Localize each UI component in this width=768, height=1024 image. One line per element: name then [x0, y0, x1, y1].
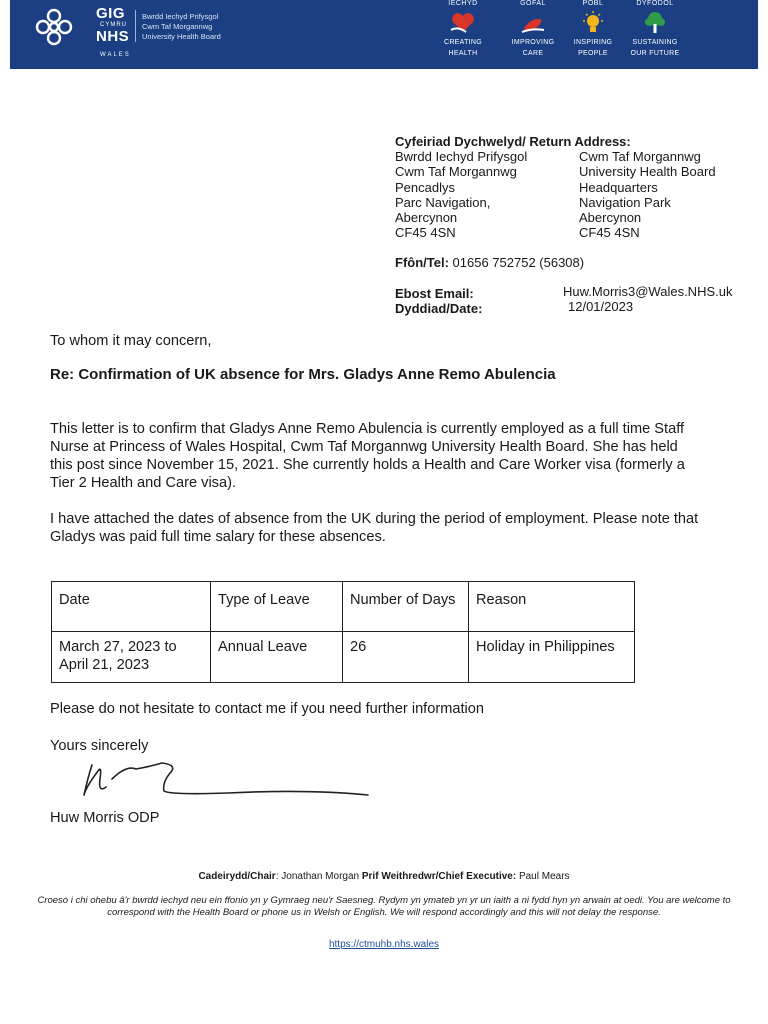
- value-sustaining-future: [627, 0, 683, 58]
- address-welsh-column: [395, 149, 527, 240]
- language-notice-english: You are welcome to correspond with the Health Board or phone us in Welsh or English. We will respond accordingly and this will not delay the response.: [107, 895, 731, 918]
- address-line: Cwm Taf Morgannwg: [579, 149, 701, 165]
- telephone-label: Ffôn/Tel:: [395, 255, 449, 270]
- values-strip: [435, 0, 765, 60]
- letter-date: 12/01/2023: [568, 299, 634, 314]
- address-line: University Health Board: [579, 164, 716, 180]
- handwritten-signature: [78, 757, 378, 807]
- value-english-label-2: PEOPLE: [578, 50, 608, 57]
- value-english-label-1: CREATING: [443, 39, 483, 46]
- nhs-wales-logo-icon: [32, 5, 76, 49]
- board-name-welsh-2: Cwm Taf Morgannwg: [142, 22, 213, 31]
- logo-gig-text: GIG: [96, 5, 126, 22]
- cell-date: March 27, 2023 to April 21, 2023: [52, 632, 211, 683]
- subject-line: Re: Confirmation of UK absence for Mrs. Gladys Anne Remo Abulencia: [50, 366, 556, 383]
- health-board-name: [142, 12, 221, 42]
- address-line: Bwrdd Iechyd Prifysgol: [395, 149, 528, 165]
- value-inspiring-people: [565, 0, 621, 58]
- email-label: Ebost Email:: [395, 286, 474, 301]
- signer-name: Huw Morris ODP: [50, 810, 160, 826]
- language-notice-welsh: Croeso i chi ohebu â'r bwrdd iechyd neu ein ffonio yn y Gymraeg neu'r Saesneg. Rydym yn ymateb yn yr un iaith a ni fydd hyn yn arwain at oedi.: [37, 895, 645, 906]
- logo-divider: [135, 10, 136, 42]
- email-address: Huw.Morris3@Wales.NHS.uk: [563, 284, 733, 299]
- value-english-label-1: SUSTAINING: [632, 39, 678, 46]
- return-address-heading: Cyfeiriad Dychwelyd/ Return Address:: [395, 134, 631, 149]
- column-header-type: Type of Leave: [211, 582, 343, 632]
- paragraph-absence: I have attached the dates of absence from the UK during the period of employment. Please note that Gladys was paid full time salary for these absences.: [50, 511, 699, 545]
- cell-reason: Holiday in Philippines: [469, 632, 635, 683]
- value-english-label-1: INSPIRING: [573, 39, 613, 46]
- website-link[interactable]: https://ctmuhb.nhs.wales: [328, 939, 440, 950]
- address-line: Headquarters: [579, 179, 658, 195]
- contact-invitation: Please do not hesitate to contact me if you need further information: [50, 701, 485, 717]
- table-row: [52, 632, 635, 683]
- footer-website: [0, 939, 768, 950]
- email-date-values: [563, 284, 732, 314]
- ceo-name: Paul Mears: [516, 871, 570, 882]
- value-welsh-label: DYFODOL: [636, 0, 674, 7]
- paragraph-employment: This letter is to confirm that Gladys Anne Remo Abulencia is currently employed as a full time Staff Nurse at Princess of Wales Hospital, Cwm Taf Morgannwg University Health Board. She has held this post since November 15, 2021. She currently holds a Health and Care Worker visa (formerly a Tier 2 Health and Care visa).: [50, 421, 685, 491]
- value-improving-care: [505, 0, 561, 58]
- heart-hand-icon: [448, 10, 478, 36]
- ceo-label: Prif Weithredwr/Chief Executive:: [361, 871, 517, 882]
- date-label: Dyddiad/Date:: [395, 301, 483, 316]
- footer-governance: [0, 871, 768, 882]
- salutation: To whom it may concern,: [50, 333, 212, 349]
- email-date-labels: [395, 286, 482, 316]
- logo-nhs-text: NHS: [96, 28, 130, 45]
- table-header-row: [52, 582, 635, 632]
- board-name-welsh-1: Bwrdd Iechyd Prifysgol: [142, 12, 219, 21]
- address-line: Navigation Park: [579, 194, 671, 210]
- value-english-label-1: IMPROVING: [511, 39, 555, 46]
- header-banner: [10, 0, 758, 69]
- caring-hands-icon: [518, 10, 548, 36]
- column-header-date: Date: [52, 582, 211, 632]
- address-line: CF45 4SN: [395, 225, 456, 241]
- value-welsh-label: GOFAL: [520, 0, 546, 7]
- address-line: Parc Navigation,: [395, 194, 491, 210]
- logo-wales-text: WALES: [100, 52, 131, 58]
- value-english-label-2: OUR FUTURE: [630, 50, 680, 57]
- logo-cymru-text: CYMRU: [100, 22, 127, 28]
- address-line: CF45 4SN: [579, 225, 640, 241]
- tree-icon: [640, 10, 670, 36]
- address-line: Abercynon: [579, 210, 642, 226]
- cell-days: 26: [343, 632, 469, 683]
- address-line: Cwm Taf Morgannwg: [395, 164, 517, 180]
- telephone-line: [395, 255, 584, 270]
- value-creating-health: [435, 0, 491, 58]
- chair-name: : Jonathan Morgan: [275, 871, 362, 882]
- address-english-column: [579, 149, 716, 240]
- chair-label: Cadeirydd/Chair: [198, 871, 276, 882]
- return-address: [395, 134, 716, 241]
- closing: Yours sincerely: [50, 738, 149, 754]
- column-header-days: Number of Days: [343, 582, 469, 632]
- board-name-english: University Health Board: [142, 32, 221, 41]
- lightbulb-icon: [578, 10, 608, 36]
- telephone-number: 01656 752752 (56308): [448, 255, 585, 270]
- column-header-reason: Reason: [469, 582, 635, 632]
- value-english-label-2: CARE: [522, 50, 544, 57]
- value-welsh-label: IECHYD: [448, 0, 478, 7]
- absence-table: [51, 581, 635, 683]
- address-line: Abercynon: [395, 210, 458, 226]
- value-english-label-2: HEALTH: [448, 50, 478, 57]
- value-welsh-label: POBL: [582, 0, 604, 7]
- address-line: Pencadlys: [395, 179, 455, 195]
- nhs-wales-wordmark: [96, 6, 131, 60]
- language-notice: [0, 895, 768, 919]
- cell-type: Annual Leave: [211, 632, 343, 683]
